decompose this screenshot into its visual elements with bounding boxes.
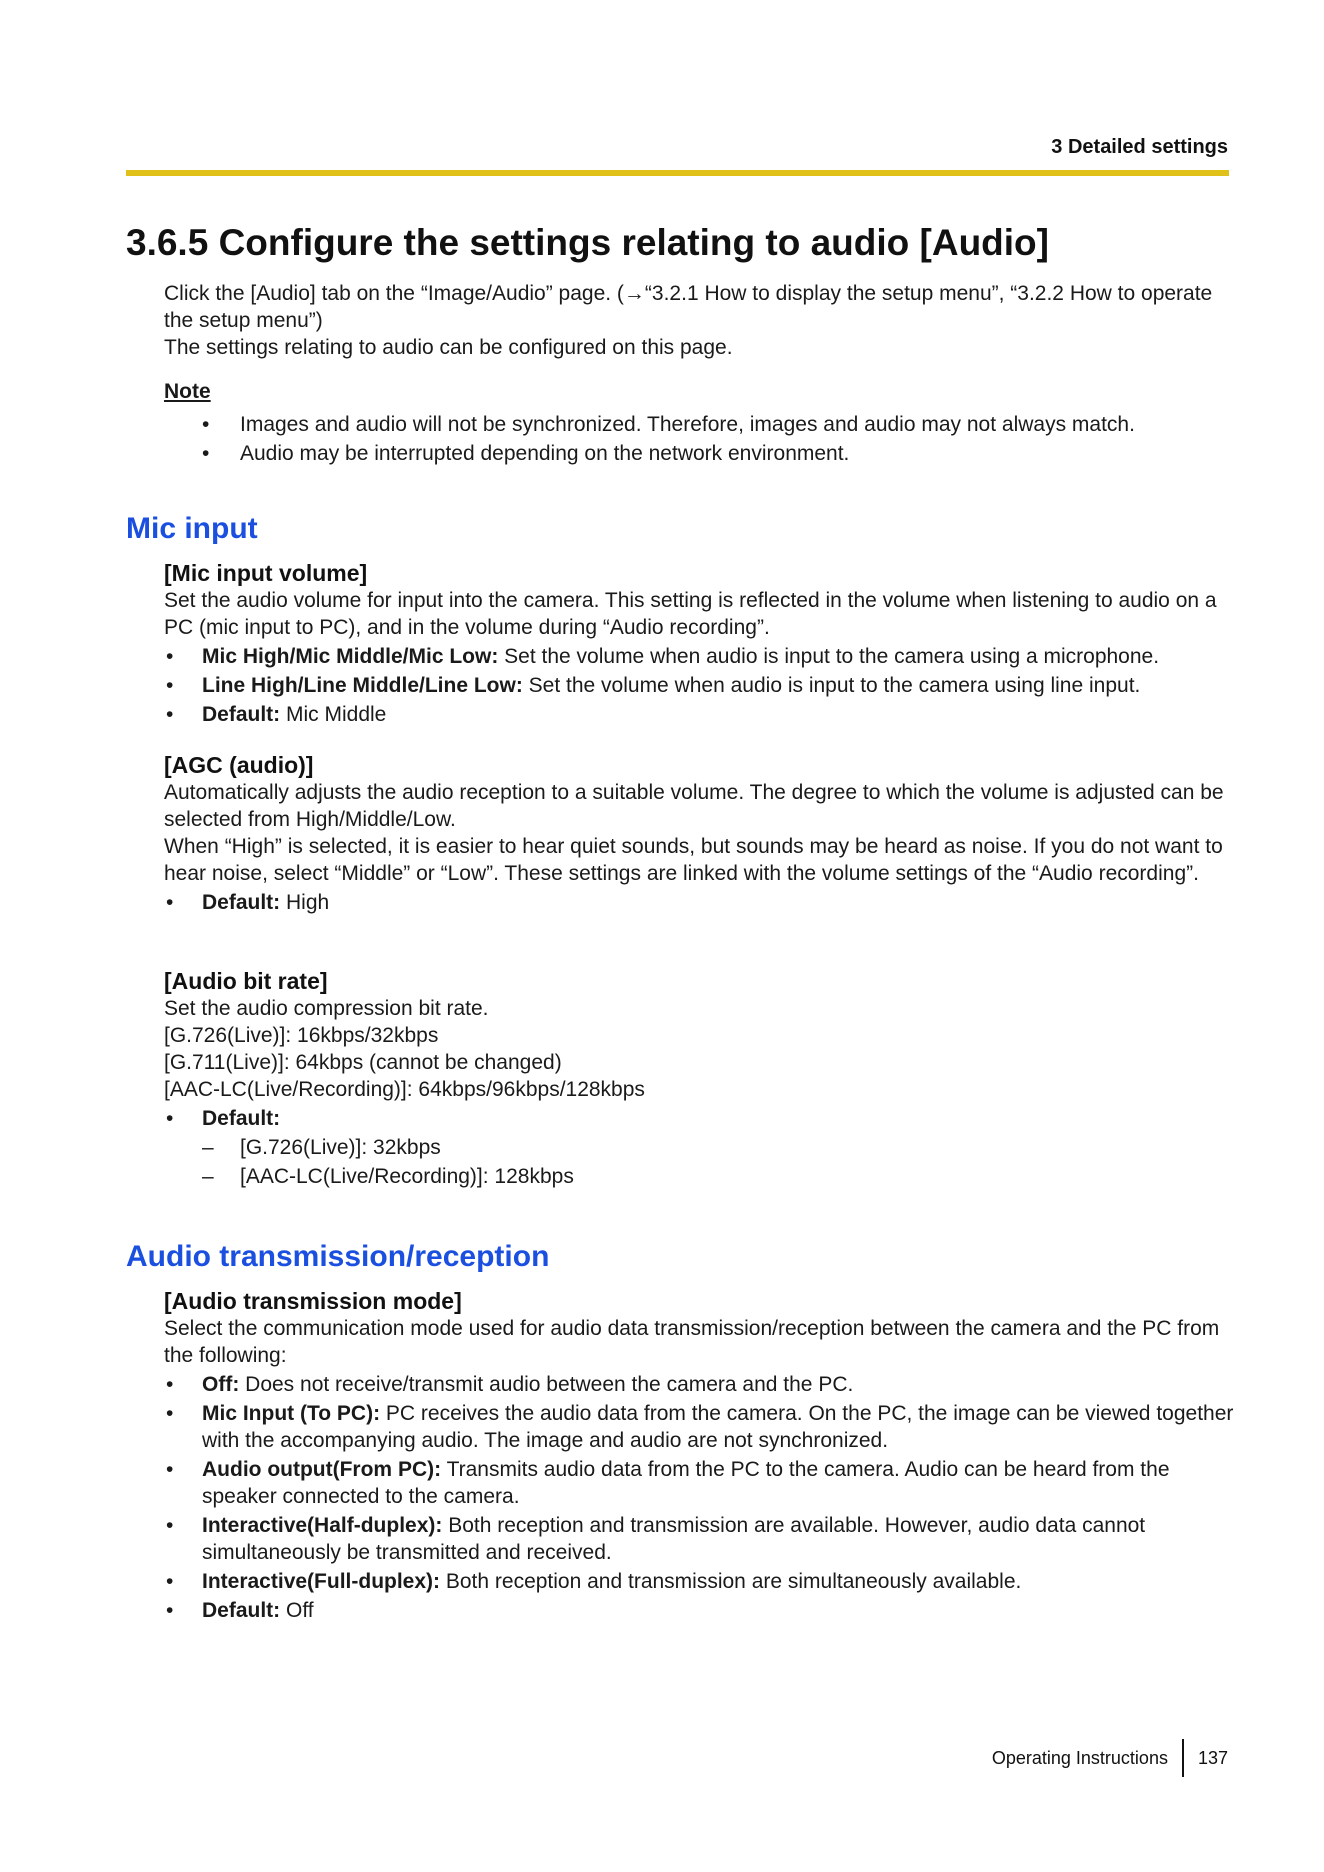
list-item [164,701,1234,728]
list-item-term: Default: [202,891,281,914]
agc-desc-1: Automatically adjusts the audio reception to a suitable volume. The degree to which the volume is adjusted can be selected from High/Middle/Low. [164,781,1224,831]
list-item-term: Mic High/Mic Middle/Mic Low: [202,645,499,668]
bitrate-line: [G.726(Live)]: 16kbps/32kbps [164,1024,439,1047]
sublist-item: – [G.726(Live)]: 32kbps [164,1134,1234,1161]
bitrate-line: Set the audio compression bit rate. [164,997,489,1020]
sub-heading-agc: [AGC (audio)] [164,752,314,778]
intro-line-1: Click the [Audio] tab on the “Image/Audio” page. (→“3.2.1 How to display the setup menu”, “3.2.2 How to operate the setup menu”) [164,282,1213,332]
list-item-term: Interactive(Half-duplex): [202,1514,443,1537]
bitrate-line: [G.711(Live)]: 64kbps (cannot be changed) [164,1051,562,1074]
list-item [164,1105,1234,1132]
note-block [164,378,1234,469]
list-item-text: Set the volume when audio is input to the camera using line input. [522,674,1141,697]
list-item [164,1371,1234,1398]
note-item: • Images and audio will not be synchronized. Therefore, images and audio may not always match. [164,411,1234,438]
list-item-term: Default: [202,1107,281,1130]
list-item-text: Mic Middle [280,703,387,726]
list-item-text: PC receives the audio data from the camera. On the PC, the image can be viewed together with the accompanying audio. The image and audio are not synchronized. [202,1402,1234,1452]
footer-label: Operating Instructions [991,1747,1168,1768]
list-item-term: Line High/Line Middle/Line Low: [202,674,523,697]
audio-transmission-mode-block [164,1288,1234,1624]
list-item [164,643,1234,670]
agc-list [164,889,1234,916]
bitrate-block [164,968,1234,1190]
list-item-term: Off: [202,1373,240,1396]
list-item-term: Mic Input (To PC): [202,1402,381,1425]
list-item-text: Does not receive/transmit audio between the camera and the PC. [239,1373,854,1396]
header-rule [126,170,1229,176]
agc-block [164,752,1234,916]
page-footer [992,1740,1228,1776]
bitrate-default-list [164,1105,1234,1132]
sub-heading-mic-input-volume: [Mic input volume] [164,560,368,586]
mic-input-volume-list [164,643,1234,728]
audio-transmission-mode-list [164,1371,1234,1624]
list-item [164,672,1234,699]
list-item-text: Both reception and transmission are simultaneously available. [440,1570,1022,1593]
intro-line-2: The settings relating to audio can be configured on this page. [164,336,733,359]
page-title: 3.6.5 Configure the settings relating to audio [Audio] [126,222,1049,263]
list-item-term: Audio output(From PC): [202,1458,442,1481]
mic-input-volume-desc: Set the audio volume for input into the camera. This setting is reflected in the volume when listening to audio on a PC (mic input to PC), and in the volume during “Audio recording”. [164,589,1217,639]
section-heading-audio-transmission: Audio transmission/reception [126,1240,550,1273]
intro-block [164,280,1234,361]
list-item [164,1568,1234,1595]
note-item: • Audio may be interrupted depending on the network environment. [164,440,1234,467]
bitrate-default-sublist [164,1134,1234,1190]
header-section-label: 3 Detailed settings [1051,136,1228,158]
list-item-text: Set the volume when audio is input to the camera using a microphone. [498,645,1160,668]
audio-transmission-mode-desc: Select the communication mode used for audio data transmission/reception between the camera and the PC from the following: [164,1317,1220,1367]
list-item [164,889,1234,916]
list-item [164,1400,1234,1454]
bitrate-line: [AAC-LC(Live/Recording)]: 64kbps/96kbps/128kbps [164,1078,645,1101]
list-item [164,1456,1234,1510]
note-label: Note [164,380,211,403]
list-item-text: High [280,891,330,914]
list-item [164,1512,1234,1566]
list-item [164,1597,1234,1624]
sub-heading-audio-bit-rate: [Audio bit rate] [164,968,328,994]
footer-divider [1182,1739,1184,1777]
mic-input-volume-block [164,560,1234,728]
note-list [164,411,1234,467]
page-number: 137 [1197,1747,1228,1768]
list-item-text: Transmits audio data from the PC to the camera. Audio can be heard from the speaker connected to the camera. [202,1458,1170,1508]
sublist-item: – [AAC-LC(Live/Recording)]: 128kbps [164,1163,1234,1190]
list-item-text: Off [280,1599,314,1622]
list-item-text: Both reception and transmission are available. However, audio data cannot simultaneously be transmitted and received. [202,1514,1146,1564]
agc-desc-2: When “High” is selected, it is easier to hear quiet sounds, but sounds may be heard as noise. If you do not want to hear noise, select “Middle” or “Low”. These settings are linked with the volume settings of the “Audio recording”. [164,835,1223,885]
list-item-term: Default: [202,1599,281,1622]
section-heading-mic-input: Mic input [126,512,258,545]
list-item-term: Default: [202,703,281,726]
sub-heading-audio-transmission-mode: [Audio transmission mode] [164,1288,462,1314]
list-item-term: Interactive(Full-duplex): [202,1570,441,1593]
